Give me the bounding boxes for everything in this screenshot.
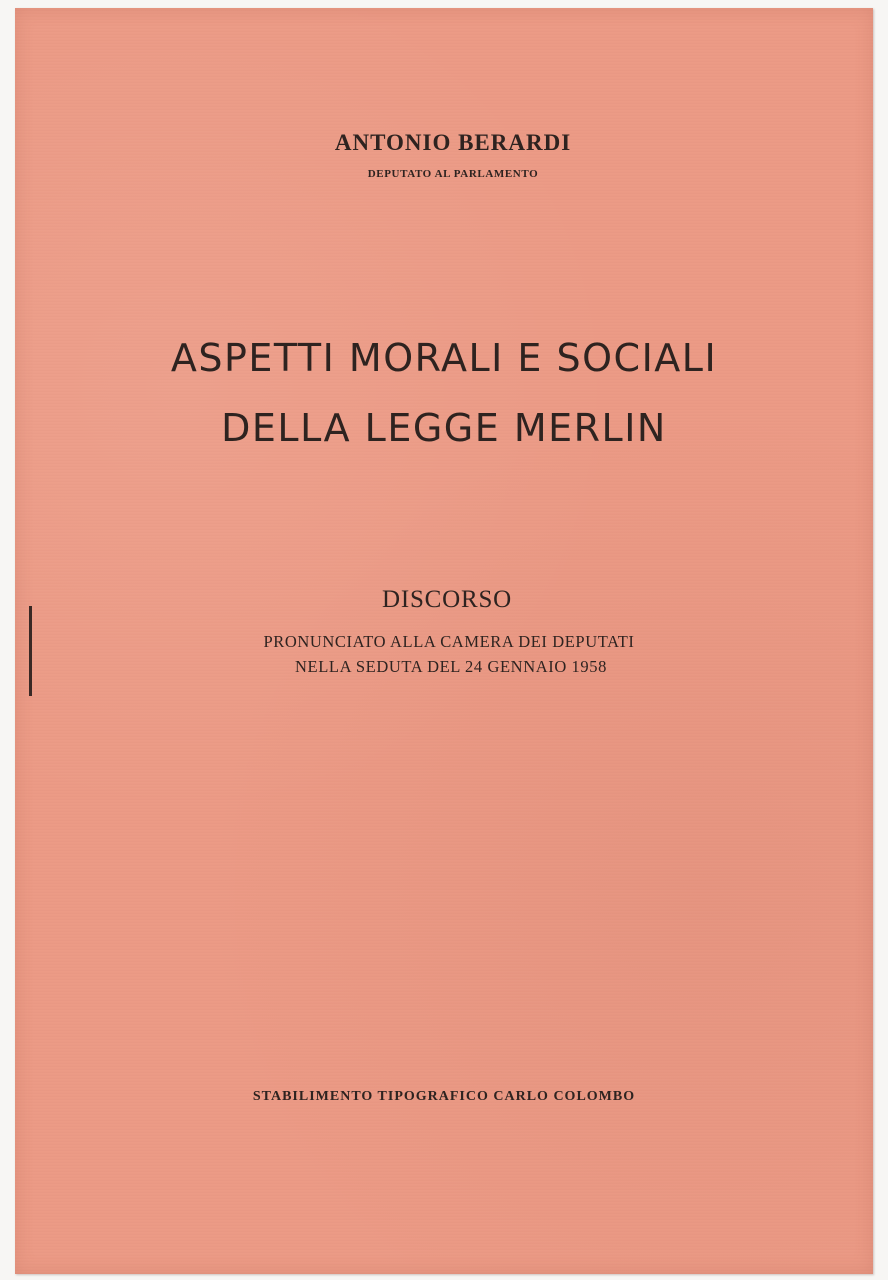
printer-imprint: STABILIMENTO TIPOGRAFICO CARLO COLOMBO [252,1089,636,1104]
speech-detail-line-1: PRONUNCIATO ALLA CAMERA DEI DEPUTATI [263,632,635,651]
title-line-2: DELLA LEGGE MERLIN [221,406,667,450]
author-role: DEPUTATO AL PARLAMENTO [367,168,539,180]
author-name: ANTONIO BERARDI [334,130,572,155]
title-line-1: ASPETTI MORALI E SOCIALI [170,336,718,380]
speech-detail-line-2: NELLA SEDUTA DEL 24 GENNAIO 1958 [295,657,607,676]
speech-label: DISCORSO [381,586,513,613]
